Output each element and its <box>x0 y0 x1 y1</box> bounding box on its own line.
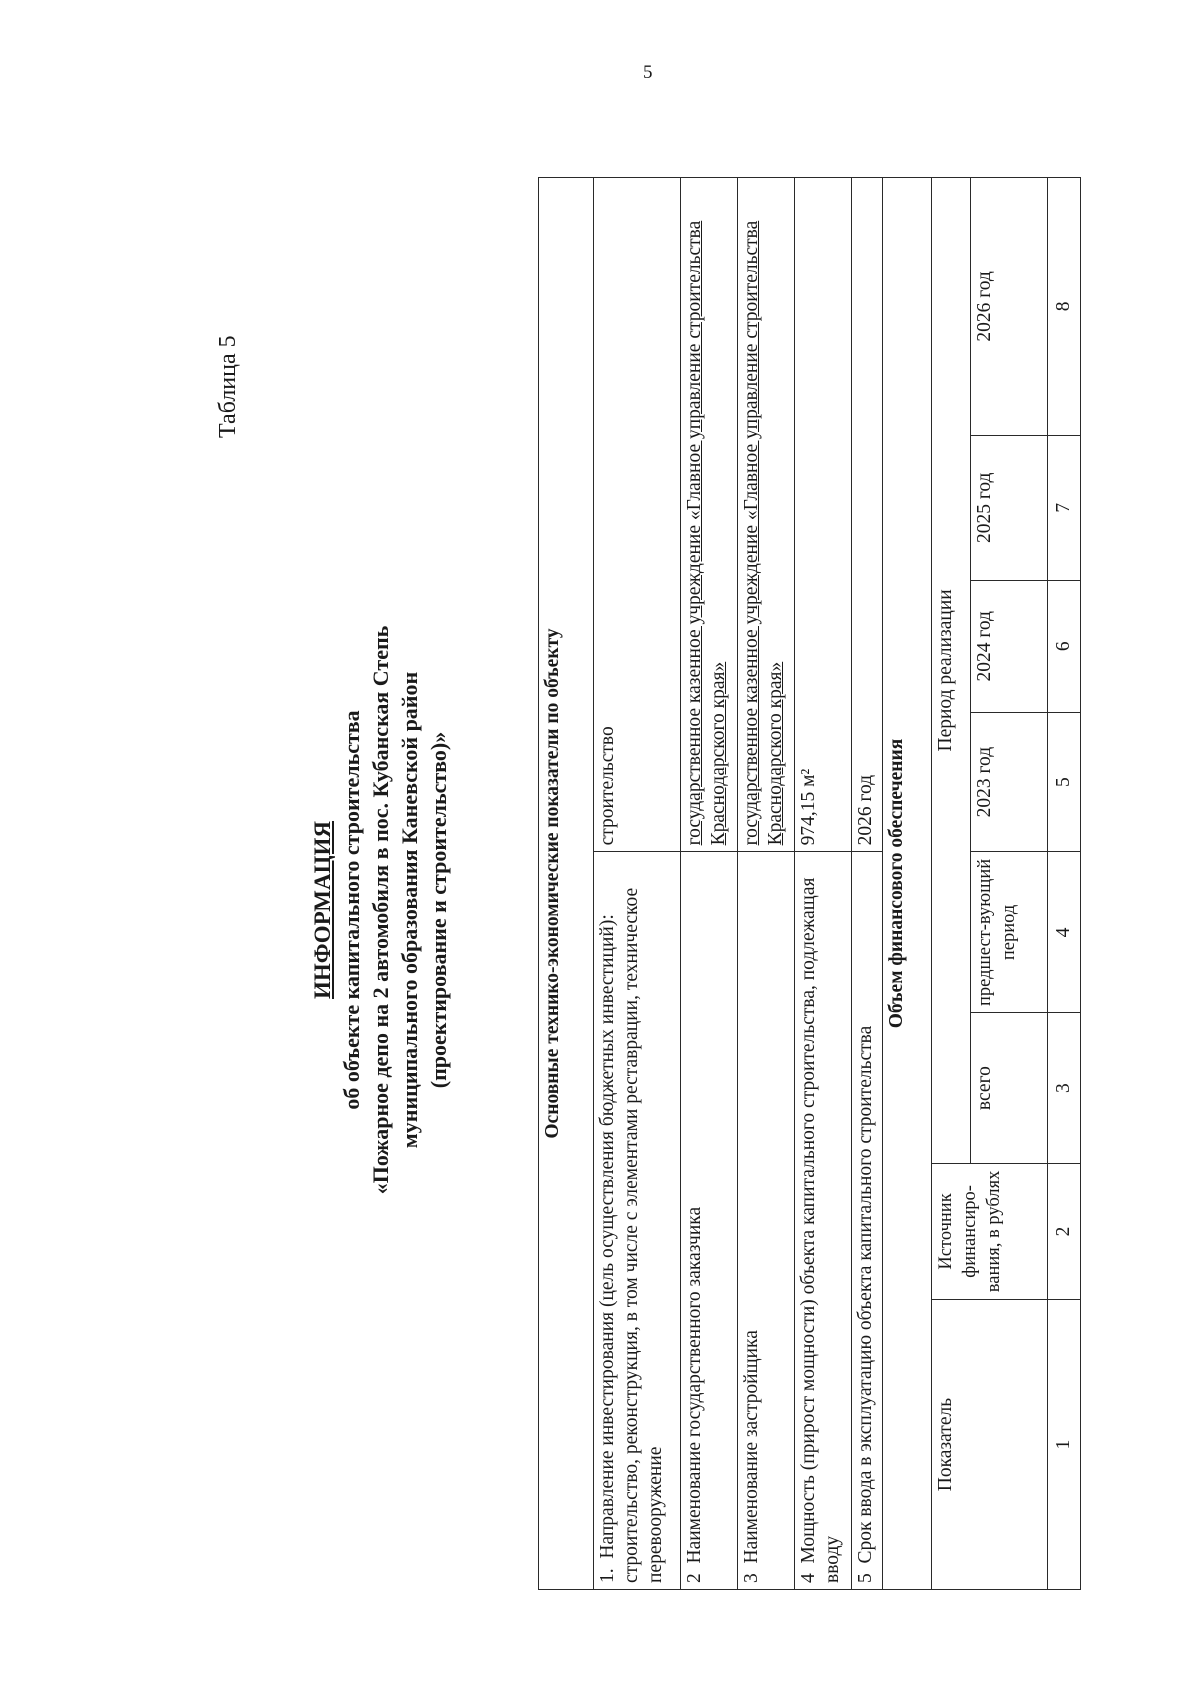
column-number: 7 <box>1048 435 1081 580</box>
row-label-cell <box>795 852 852 1590</box>
header-2025: 2025 год <box>971 435 1048 580</box>
row-number: 5 <box>855 1573 876 1583</box>
title-line-3: «Пожарное депо на 2 автомобиля в пос. Кубанская Степь <box>368 625 393 1195</box>
table-row <box>852 178 883 1590</box>
table-row <box>738 178 795 1590</box>
row-number: 4 <box>798 1573 819 1583</box>
header-period: Период реализации <box>932 178 971 1164</box>
object-info-table <box>538 177 1081 1590</box>
title-line-4: муниципального образования Каневской район <box>397 671 422 1149</box>
title-main: ИНФОРМАЦИЯ <box>310 820 335 1000</box>
header-previous: предшест-вующий период <box>971 852 1048 1013</box>
row-value: государственное казенное учреждение «Главное управление строительства Краснодарского края» <box>738 178 795 852</box>
title-line-2: об объекте капитального строительства <box>339 710 364 1110</box>
header-2023: 2023 год <box>971 712 1048 852</box>
title-line-5: (проектирование и строительство)» <box>426 731 451 1089</box>
header-source: Источник финансиро-вания, в рублях <box>932 1163 1048 1299</box>
header-2026: 2026 год <box>971 178 1048 436</box>
row-value: 974,15 м² <box>795 178 852 852</box>
column-number: 5 <box>1048 712 1081 852</box>
table-row <box>594 178 681 1590</box>
column-number: 3 <box>1048 1013 1081 1163</box>
row-label-cell <box>738 852 795 1590</box>
table-row <box>795 178 852 1590</box>
header-total: всего <box>971 1013 1048 1163</box>
row-number: 2 <box>684 1573 705 1583</box>
row-value: строительство <box>594 178 681 852</box>
section-header-row <box>539 178 594 1590</box>
finance-header-row <box>932 178 971 1590</box>
document-title <box>308 430 453 1390</box>
row-label: Мощность (прирост мощности) объекта капитального строительства, подлежащая вводу <box>798 877 843 1583</box>
column-number: 4 <box>1048 852 1081 1013</box>
section-header-row <box>883 178 932 1590</box>
row-label-cell <box>852 852 883 1590</box>
column-number: 2 <box>1048 1163 1081 1299</box>
row-label: Направление инвестирования (цель осуществления бюджетных инвестиций): строительство, реконструкция, в том числе с элементами реставрации, техническое перевооружение <box>597 887 666 1583</box>
row-label: Наименование государственного заказчика <box>684 1206 705 1564</box>
column-number-row <box>1048 178 1081 1590</box>
column-number: 6 <box>1048 580 1081 712</box>
column-number: 8 <box>1048 178 1081 436</box>
table-row <box>681 178 738 1590</box>
page-number: 5 <box>643 62 653 83</box>
row-number: 3 <box>741 1573 762 1583</box>
row-label: Наименование застройщика <box>741 1330 762 1564</box>
row-number: 1. <box>597 1568 618 1583</box>
row-value: государственное казенное учреждение «Главное управление строительства Краснодарского края» <box>681 178 738 852</box>
row-label: Срок ввода в эксплуатацию объекта капитального строительства <box>855 1025 876 1564</box>
column-number: 1 <box>1048 1300 1081 1590</box>
row-label-cell <box>681 852 738 1590</box>
header-2024: 2024 год <box>971 580 1048 712</box>
table-caption: Таблица 5 <box>215 335 241 438</box>
row-value: 2026 год <box>852 178 883 852</box>
rotated-landscape-page <box>40 170 1130 1590</box>
section-indicators-title: Основные технико-экономические показатели по объекту <box>539 178 594 1590</box>
header-indicator: Показатель <box>932 1300 1048 1590</box>
section-finance-title: Объем финансового обеспечения <box>883 178 932 1590</box>
row-label-cell <box>594 852 681 1590</box>
